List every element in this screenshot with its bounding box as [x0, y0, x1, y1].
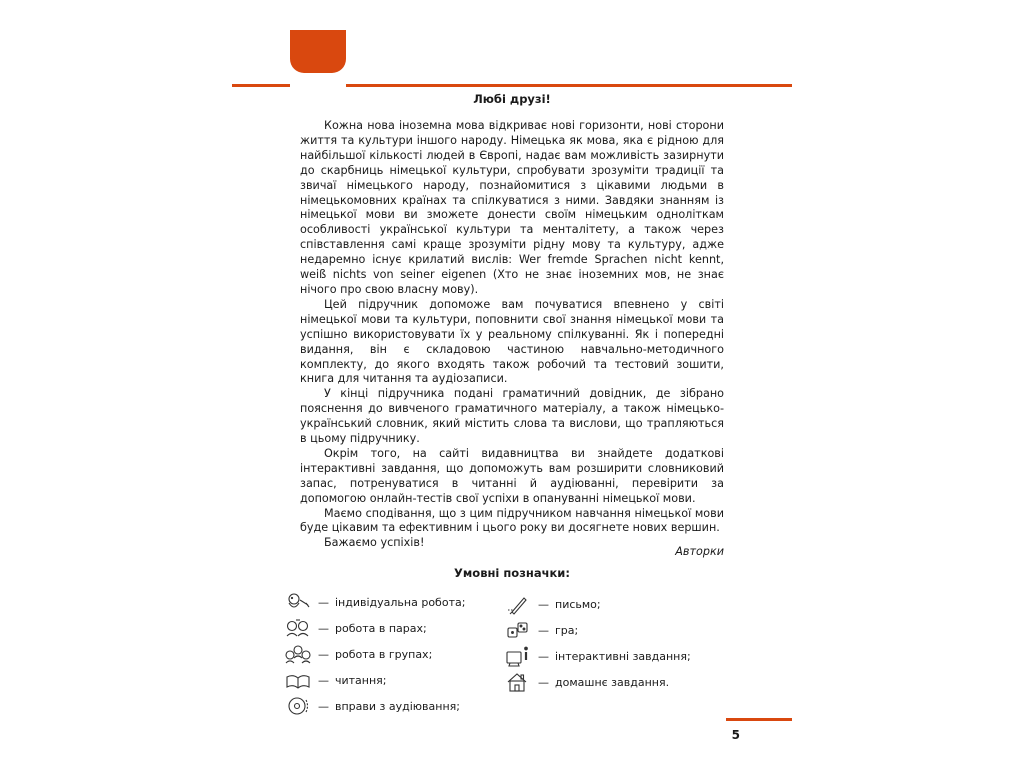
- legend-dash: —: [318, 673, 329, 687]
- legend-dash: —: [538, 675, 549, 689]
- page-number: 5: [731, 728, 740, 742]
- bottom-rule: [726, 718, 792, 721]
- paragraph: Цей підручник допоможе вам почуватися впевнено у світі німецької мови та культури, поповнити свої знання німецької мови та успішно використовувати їх у реальному спілкуванні. Як і попередні видання, він є складовою частиною навчально-методичного комплекту, до якого входять також робочий та тестовий зошити, книга для читання та аудіозаписи.: [300, 297, 724, 386]
- legend-item: [284, 615, 465, 641]
- legend-dash: —: [318, 647, 329, 661]
- reading-icon: [284, 669, 312, 691]
- game-icon: [504, 619, 532, 641]
- legend-item: [284, 693, 465, 719]
- legend-label: робота в групах;: [335, 647, 433, 661]
- paragraph: Окрім того, на сайті видавництва ви знайдете додаткові інтерактивні завдання, що допоможуть вам розширити словниковий запас, потренуватися в читанні й аудіюванні, перевірити за допомогою онлайн-тестів свої успіхи в опануванні німецької мови.: [300, 446, 724, 505]
- group-work-icon: [284, 643, 312, 665]
- legend-column-right: [504, 591, 691, 695]
- individual-work-icon: [284, 591, 312, 613]
- legend-item: [284, 641, 465, 667]
- legend-item: [504, 591, 691, 617]
- legend-dash: —: [318, 621, 329, 635]
- legend-label: робота в парах;: [335, 621, 427, 635]
- listening-icon: [284, 695, 312, 717]
- paragraph: У кінці підручника подані граматичний довідник, де зібрано пояснення до вивченого граматичного матеріалу, а також німецько-український словник, який містить слова та вислови, що трапляються в цьому підручнику.: [300, 387, 724, 446]
- legend-dash: —: [538, 649, 549, 663]
- interactive-task-icon: [504, 645, 532, 667]
- legend-dash: —: [318, 595, 329, 609]
- homework-icon: [504, 671, 532, 693]
- legend-label: вправи з аудіювання;: [335, 699, 460, 713]
- page-title: Любі друзі!: [473, 92, 551, 106]
- legend-label: письмо;: [555, 597, 601, 611]
- top-rule-right: [346, 84, 792, 87]
- pair-work-icon: [284, 617, 312, 639]
- legend-label: інтерактивні завдання;: [555, 649, 691, 663]
- legend-item: [284, 589, 465, 615]
- legend-label: читання;: [335, 673, 387, 687]
- legend-item: [284, 667, 465, 693]
- legend-item: [504, 617, 691, 643]
- paragraph: Маємо сподівання, що з цим підручником навчання німецької мови буде цікавим та ефективним і цього року ви досягнете нових вершин.: [300, 506, 724, 535]
- letter-body: [300, 119, 724, 551]
- chapter-tab: [290, 30, 346, 73]
- legend-label: домашнє завдання.: [555, 675, 670, 689]
- legend-dash: —: [318, 699, 329, 713]
- legend-title: Умовні позначки:: [454, 566, 570, 580]
- paragraph: Бажаємо успіхів!: [324, 536, 425, 550]
- legend-label: гра;: [555, 623, 579, 637]
- legend-label: індивідуальна робота;: [335, 595, 466, 609]
- legend-dash: —: [538, 597, 549, 611]
- top-rule-left: [232, 84, 290, 87]
- legend-dash: —: [538, 623, 549, 637]
- paragraph: Кожна нова іноземна мова відкриває нові горизонти, нові сторони життя та культури іншого народу. Німецька як мова, яка є рідною для найбільшої кількості людей в Європі, надає вам можливість зазирнути до скарбниць німецької культури, спробувати зрозуміти традиції та звичаї німецького народу, познайомитися з цікавими людьми в німецькомовних країнах та спілкуватися з ними. Завдяки знанням із німецької мови ви зможете донести своїм німецьким одноліткам особливості української культури та менталітету, а також через співставлення самі краще зрозуміти рідну мову та культуру, адже недаремно існує крилатий вислів: Wer fremde Sprachen nicht kennt, weiß nichts von seiner eigenen (Хто не знає іноземних мов, не знає нічого про свою власну мову).: [300, 119, 724, 296]
- signature: Авторки: [675, 545, 724, 558]
- writing-icon: [504, 593, 532, 615]
- legend-item: [504, 669, 691, 695]
- legend-column-left: [284, 589, 465, 719]
- legend-item: [504, 643, 691, 669]
